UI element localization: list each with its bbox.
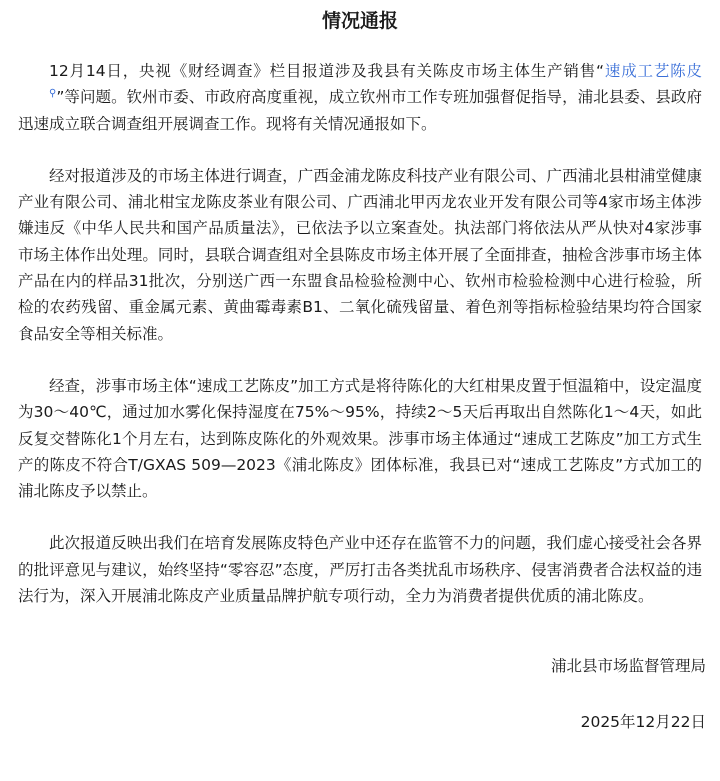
paragraph-conclusion: 此次报道反映出我们在培育发展陈皮特色产业中还存在监管不力的问题，我们虚心接受社会各界的批评意见与建议，始终坚持“零容忍”态度，严厉打击各类扰乱市场秩序、侵害消费者合法权益的违法行为，深入开展浦北陈皮产业质量品牌护航专项行动，全力为消费者提供优质的浦北陈皮。 [18,534,702,606]
page-title: 情况通报 [321,10,398,32]
paragraph-intro [18,58,702,137]
issue-date: 2025年12月22日 [580,713,706,731]
search-link-label[interactable]: 速成工艺陈皮 [604,62,702,80]
intro-text-before: 12月14日，央视《财经调查》栏目报道涉及我县有关陈皮市场主体生产销售“ [49,62,605,80]
issuing-organization: 浦北县市场监督管理局 [550,657,706,675]
search-icon[interactable]: ⚲ [49,88,57,100]
paragraph-findings: 经查，涉事市场主体“速成工艺陈皮”加工方式是将待陈化的大红柑果皮置于恒温箱中，设定温度为30～40℃，通过加水雾化保持湿度在75%～95%，持续2～5天后再取出自然陈化1～4天，如此反复交替陈化1个月左右，达到陈皮陈化的外观效果。涉事市场主体通过“速成工艺陈皮”加工方式生产的陈皮不符合T/GXAS 509—2023《浦北陈皮》团体标准，我县已对“速成工艺陈皮”方式加工的浦北陈皮予以禁止。 [18,376,702,501]
signature-block [551,653,706,735]
intro-text-after: ”等问题。钦州市委、市政府高度重视，成立钦州市工作专班加强督促指导，浦北县委、县政府迅速成立联合调查组开展调查工作。现将有关情况通报如下。 [18,88,702,133]
paragraph-investigation: 经对报道涉及的市场主体进行调查，广西金浦龙陈皮科技产业有限公司、广西浦北县柑浦堂健康产业有限公司、浦北柑宝龙陈皮茶业有限公司、广西浦北甲丙龙农业开发有限公司等4家市场主体涉嫌违反《中华人民共和国产品质量法》，已依法予以立案查处。执法部门将依法从严从快对4家涉事市场主体作出处理。同时，县联合调查组对全县陈皮市场主体开展了全面排查，抽检含涉事市场主体产品在内的样品31批次，分别送广西一东盟食品检验检测中心、钦州市检验检测中心进行检验，所检的农药残留、重金属元素、黄曲霉毒素B1、二氧化硫残留量、着色剂等指标检验结果均符合国家食品安全等相关标准。 [18,166,702,343]
